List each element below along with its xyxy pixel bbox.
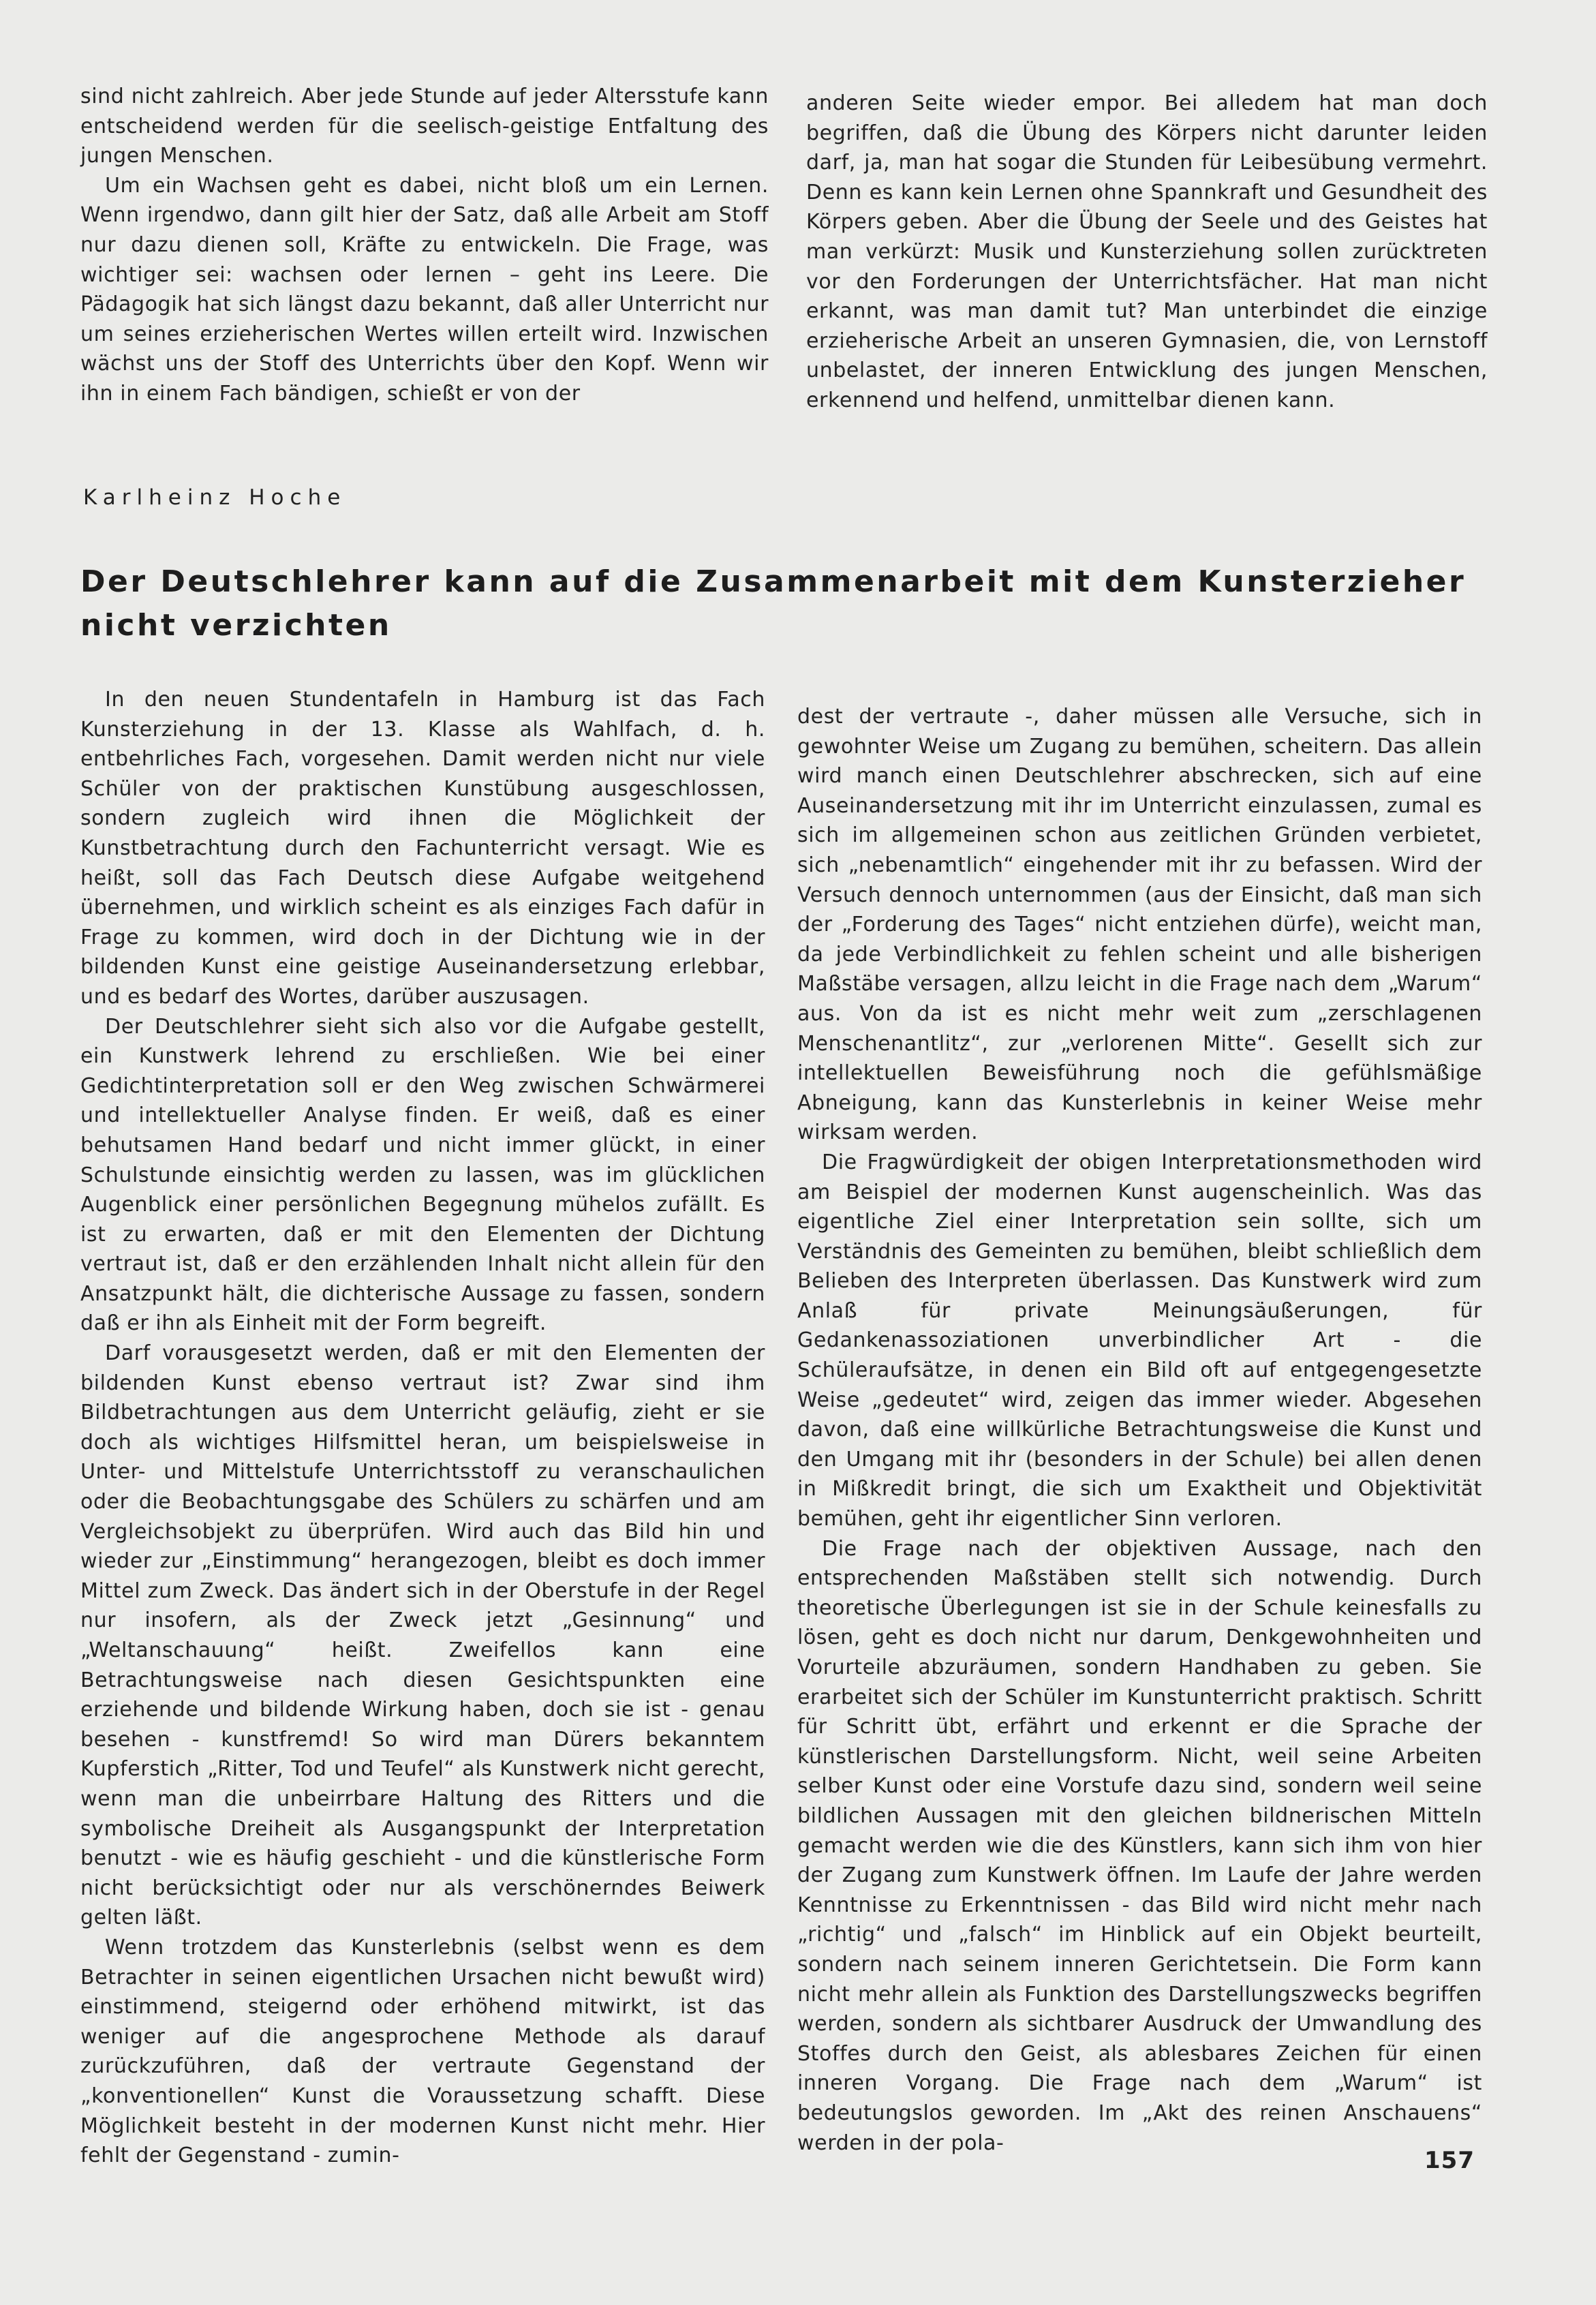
paragraph: Wenn trotzdem das Kunsterlebnis (selbst wenn es dem Betrachter in seinen eigentlichen Ursachen nicht bewußt wird) einstimmend, steigernd oder erhöhend mitwirkt, ist das weniger auf die angesprochene Methode als darauf zurückzuführen, daß der vertraute Gegenstand der „konventionellen“ Kunst die Voraussetzung schafft. Diese Möglichkeit besteht in der modernen Kunst nicht mehr. Hier fehlt der Gegenstand - zumin- <box>80 1935 765 2168</box>
paragraph: dest der vertraute -, daher müssen alle Versuche, sich in gewohnter Weise um Zugang zu bemühen, scheitern. Das allein wird manch einen Deutschlehrer abschrecken, sich auf eine Auseinandersetzung mit ihr im Unterricht einzulassen, zumal es sich im allgemeinen schon aus zeitlichen Gründen verbietet, sich „nebenamtlich“ eingehender mit ihr zu befassen. Wird der Versuch dennoch unternommen (aus der Einsicht, daß man sich der „Forderung des Tages“ nicht entziehen dürfe), weicht man, da jede Verbindlichkeit zu fehlen scheint und alle bisherigen Maßstäbe versagen, allzu leicht in die Frage nach dem „Warum“ aus. Von da ist es nicht mehr weit zum „zerschlagenen Menschenantlitz“, zur „verlorenen Mitte“. Gesellt sich zur intellektuellen Beweisführung noch die gefühlsmäßige Abneigung, kann das Kunsterlebnis in keiner Weise mehr wirksam werden. <box>797 705 1482 1145</box>
article-left-column <box>80 685 765 2171</box>
top-left-column <box>80 82 769 409</box>
paragraph: Um ein Wachsen geht es dabei, nicht bloß um ein Lernen. Wenn irgendwo, dann gilt hier der Satz, daß alle Arbeit am Stoff nur dazu dienen soll, Kräfte zu entwickeln. Die Frage, was wichtiger sei: wachsen oder lernen – geht ins Leere. Die Pädagogik hat sich längst dazu bekannt, daß aller Unterricht nur um seines erzieherischen Wertes willen erteilt wird. Inzwischen wächst uns der Stoff des Unterrichts über den Kopf. Wenn wir ihn in einem Fach bändigen, schießt er von der <box>80 173 769 406</box>
paragraph: anderen Seite wieder empor. Bei alledem hat man doch begriffen, daß die Übung des Körpers nicht darunter leiden darf, ja, man hat sogar die Stunden für Leibesübung vermehrt. Denn es kann kein Lernen ohne Spannkraft und Gesundheit des Körpers geben. Aber die Übung der Seele und des Geistes hat man verkürzt: Musik und Kunsterziehung sollen zurücktreten vor den Forderungen der Unterrichtsfächer. Hat man nicht erkannt, was man damit tut? Man unterbindet die einzige erzieherische Arbeit an unseren Gymnasien, die, von Lernstoff unbelastet, der inneren Entwicklung des jungen Menschen, erkennend und helfend, unmittelbar dienen kann. <box>806 91 1488 412</box>
paragraph: Die Frage nach der objektiven Aussage, nach den entsprechenden Maßstäben stellt sich notwendig. Durch theoretische Überlegungen ist sie in der Schule keinesfalls zu lösen, geht es doch nicht nur darum, Denkgewohnheiten und Vorurteile abzuräumen, sondern Handhaben zu geben. Sie erarbeitet sich der Schüler im Kunstunterricht praktisch. Schritt für Schritt übt, erfährt und erkennt er die Sprache der künstlerischen Darstellungsform. Nicht, weil seine Arbeiten selber Kunst oder eine Vorstufe dazu sind, sondern weil seine bildlichen Aussagen mit den gleichen bildnerischen Mitteln gemacht werden wie die des Künstlers, kann sich ihm von hier der Zugang zum Kunstwerk öffnen. Im Laufe der Jahre werden Kenntnisse zu Erkenntnissen - das Bild wird nicht mehr nach „richtig“ und „falsch“ im Hinblick auf ein Objekt beurteilt, sondern nach seinem inneren Gerichtetsein. Die Form kann nicht mehr allein als Funktion des Darstellungszwecks begriffen werden, sondern als sichtbarer Ausdruck der Umwandlung des Stoffes durch den Geist, als ablesbares Zeichen für einen inneren Vorgang. Die Frage nach dem „Warum“ ist bedeutungslos geworden. Im „Akt des reinen Anschauens“ werden in der pola- <box>797 1536 1482 2155</box>
paragraph: sind nicht zahlreich. Aber jede Stunde auf jeder Altersstufe kann entscheidend werden für die seelisch-geistige Entfaltung des jungen Menschen. <box>80 85 769 168</box>
paragraph: In den neuen Stundentafeln in Hamburg ist das Fach Kunsterziehung in der 13. Klasse als Wahlfach, d. h. entbehrliches Fach, vorgesehen. Damit werden nicht nur viele Schüler von der praktischen Kunstübung ausgeschlossen, sondern zugleich wird ihnen die Möglichkeit der Kunstbetrachtung durch den Fachunterricht versagt. Wie es heißt, soll das Fach Deutsch diese Aufgabe weitgehend übernehmen, und wirklich scheint es als einziges Fach dafür in Frage zu kommen, wird doch in der Dichtung wie in der bildenden Kunst eine geistige Auseinandersetzung erlebbar, und es bedarf des Wortes, darüber auszusagen. <box>80 688 765 1009</box>
article-title: Der Deutschlehrer kann auf die Zusammenarbeit mit dem Kunsterzieher nicht verzichten <box>80 564 1467 643</box>
paragraph: Der Deutschlehrer sieht sich also vor die Aufgabe gestellt, ein Kunstwerk lehrend zu erschließen. Wie bei einer Gedichtinterpretation soll er den Weg zwischen Schwärmerei und intellektueller Analyse finden. Er weiß, daß es einer behutsamen Hand bedarf und nicht immer glückt, in einer Schulstunde einsichtig werden zu lassen, was im glücklichen Augenblick einer persönlichen Begegnung mühelos zufällt. Es ist zu erwarten, daß er mit den Elementen der Dichtung vertraut ist, daß er den erzählenden Inhalt nicht allein für den Ansatzpunkt hält, die dichterische Aussage zu fassen, sondern daß er ihn als Einheit mit der Form begreift. <box>80 1014 765 1336</box>
article-right-column <box>797 702 1482 2158</box>
top-right-column <box>806 89 1488 416</box>
paragraph: Darf vorausgesetzt werden, daß er mit den Elementen der bildenden Kunst ebenso vertraut ist? Zwar sind ihm Bildbetrachtungen aus dem Unterricht geläufig, zieht er sie doch als wichtiges Hilfsmittel heran, um beispielsweise in Unter- und Mittelstufe Unterrichtsstoff zu veranschaulichen oder die Beobachtungsgabe des Schülers zu schärfen und am Vergleichsobjekt zu überprüfen. Wird auch das Bild hin und wieder zur „Einstimmung“ herangezogen, bleibt es doch immer Mittel zum Zweck. Das ändert sich in der Oberstufe in der Regel nur insofern, als der Zweck jetzt „Gesinnung“ und „Weltanschauung“ heißt. Zweifellos kann eine Betrachtungsweise nach diesen Gesichtspunkten eine erziehende und bildende Wirkung haben, doch sie ist - genau besehen - kunstfremd! So wird man Dürers bekanntem Kupferstich „Ritter, Tod und Teufel“ als Kunstwerk nicht gerecht, wenn man die unbeirrbare Haltung des Ritters und die symbolische Dreiheit als Ausgangspunkt der Interpretation benutzt - wie es häufig geschieht - und die künstlerische Form nicht berücksichtigt oder nur als verschönerndes Beiwerk gelten läßt. <box>80 1341 765 1930</box>
paragraph: Die Fragwürdigkeit der obigen Interpretationsmethoden wird am Beispiel der modernen Kunst augenscheinlich. Was das eigentliche Ziel einer Interpretation sein sollte, sich um Verständnis des Gemeinten zu bemühen, bleibt schließlich dem Belieben des Interpreten überlassen. Das Kunstwerk wird zum Anlaß für private Meinungsäußerungen, für Gedankenassoziationen unverbindlicher Art - die Schüleraufsätze, in denen ein Bild oft auf entgegengesetzte Weise „gedeutet“ wird, zeigen das immer wieder. Abgesehen davon, daß eine willkürliche Betrachtungsweise die Kunst und den Umgang mit ihr (besonders in der Schule) bei allen denen in Mißkredit bringt, die sich um Exaktheit und Objektivität bemühen, geht ihr eigentlicher Sinn verloren. <box>797 1150 1482 1531</box>
page-number: 157 <box>1424 2147 1475 2174</box>
author-name: Karlheinz Hoche <box>83 485 347 510</box>
